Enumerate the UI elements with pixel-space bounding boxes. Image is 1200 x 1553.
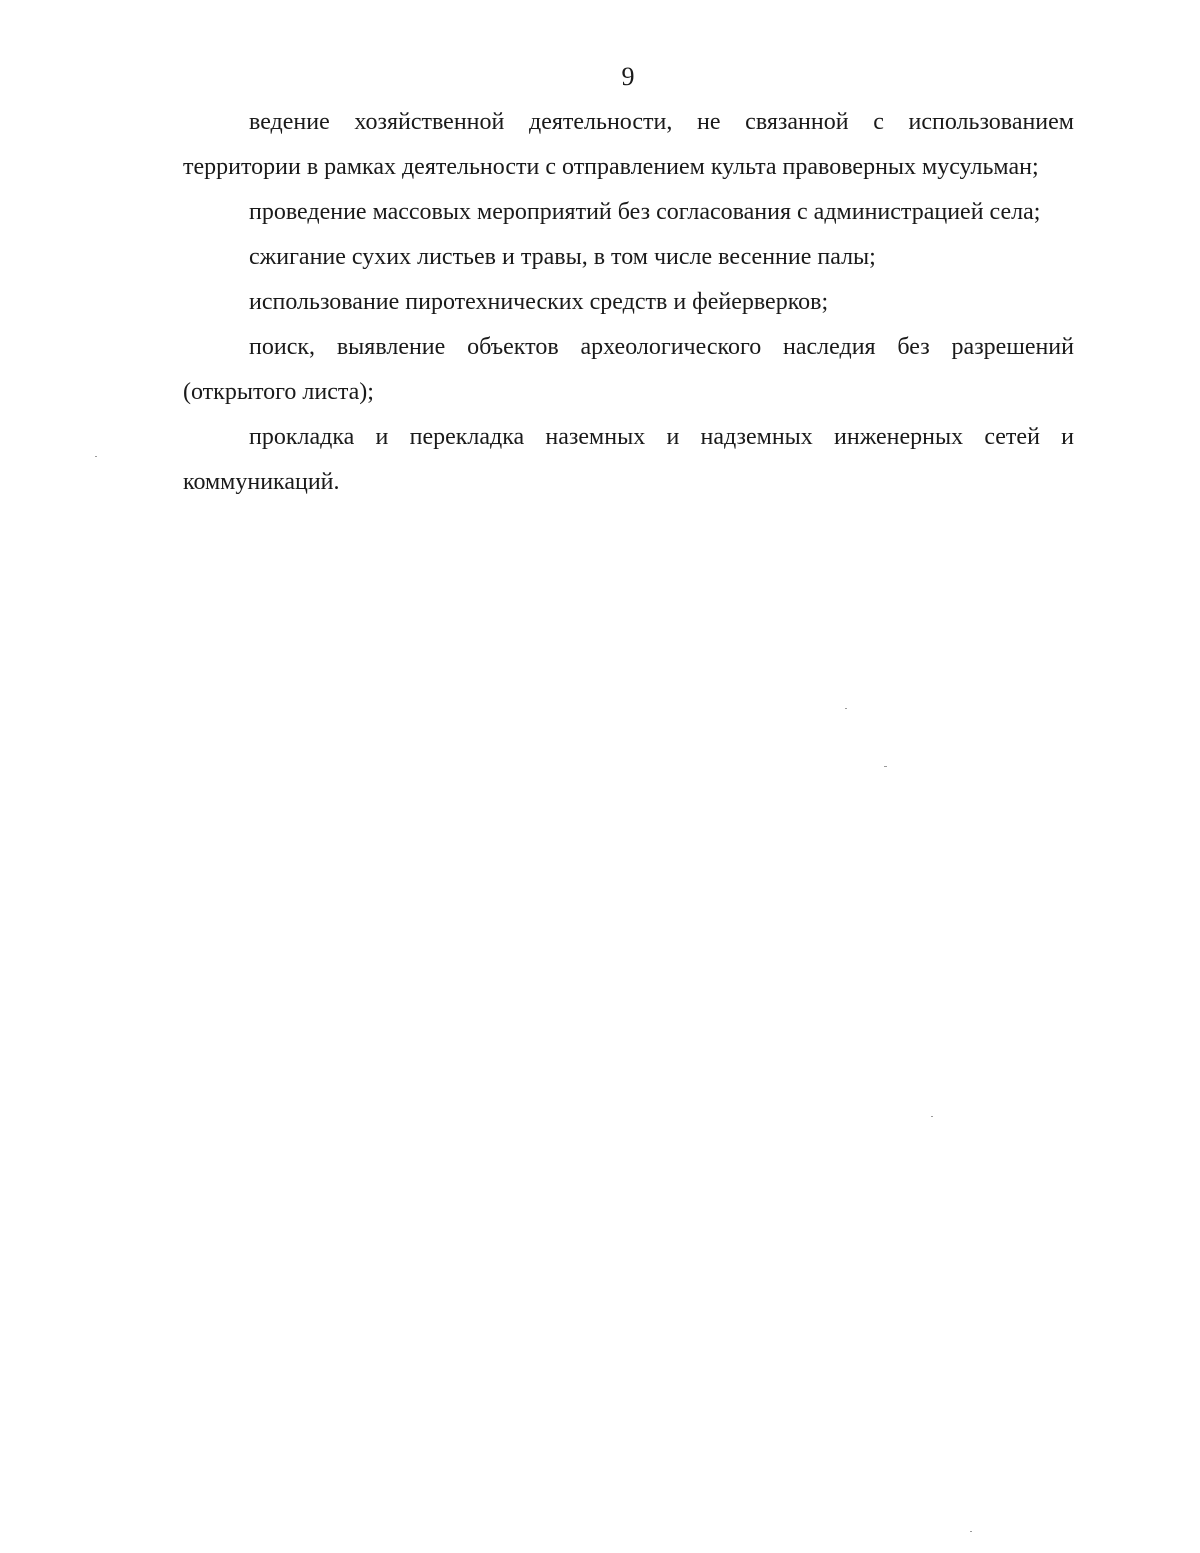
scan-speck [95, 456, 97, 457]
paragraph: прокладка и перекладка наземных и надземных инженерных сетей и коммуникаций. [183, 424, 1074, 495]
scan-speck [845, 708, 847, 709]
scan-speck [970, 1531, 972, 1532]
page-number: 9 [621, 62, 635, 91]
paragraph: проведение массовых мероприятий без согласования с администрацией села; [249, 199, 1041, 225]
scan-speck [931, 1116, 933, 1117]
paragraph: сжигание сухих листьев и травы, в том числе весенние палы; [249, 244, 876, 270]
scan-speck [884, 766, 887, 767]
paragraph: ведение хозяйственной деятельности, не связанной с использованием территории в рамках деятельности с отправлением культа правоверных мусульман; [183, 109, 1074, 180]
document-body [183, 100, 1074, 505]
paragraph: использование пиротехнических средств и фейерверков; [249, 289, 829, 315]
paragraph: поиск, выявление объектов археологического наследия без разрешений (открытого листа); [183, 334, 1074, 405]
